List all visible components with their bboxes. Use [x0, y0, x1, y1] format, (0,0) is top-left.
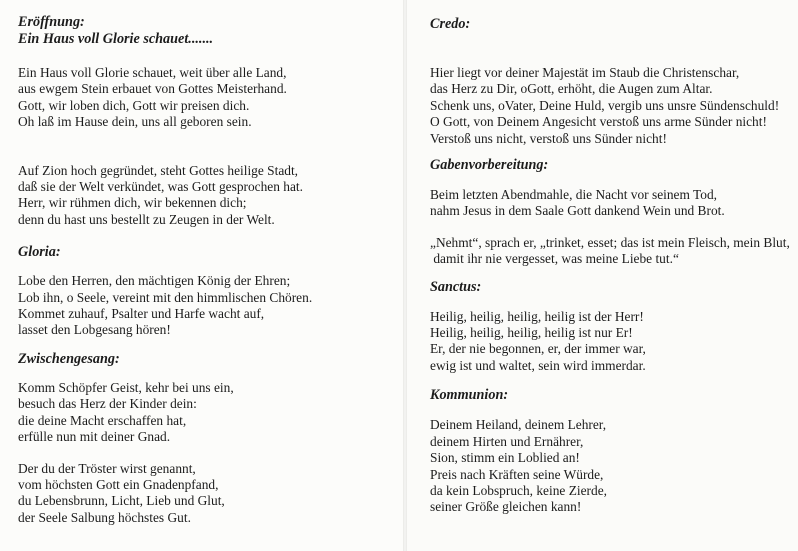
verse-line: Verstoß uns nicht, verstoß uns Sünder nicht! — [430, 130, 667, 146]
verse-line: daß sie der Welt verkündet, was Gott gesprochen hat. — [18, 179, 304, 195]
verse-line: Lobe den Herren, den mächtigen König der Ehren; — [18, 273, 291, 289]
eroeffnung-heading — [18, 14, 398, 48]
eroeffnung-stanza-2 — [18, 163, 398, 229]
verse-line: besuch das Herz der Kinder dein: — [18, 396, 197, 412]
page-fold — [403, 0, 407, 551]
verse-line: Herr, wir rühmen dich, wir bekennen dich; — [18, 195, 247, 211]
verse-line: Beim letzten Abendmahle, die Nacht vor seinem Tod, — [430, 187, 718, 203]
verse-line: Deinem Heiland, deinem Lehrer, — [430, 417, 607, 433]
verse-line: aus ewgem Stein erbauet von Gottes Meisterhand. — [18, 81, 287, 97]
verse-line: deinem Hirten und Ernährer, — [430, 433, 584, 449]
gabenvorbereitung-stanza-1 — [430, 187, 790, 220]
verse-line: Komm Schöpfer Geist, kehr bei uns ein, — [18, 379, 234, 395]
verse-line: da kein Lobspruch, keine Zierde, — [430, 482, 607, 498]
gloria-heading: Gloria: — [18, 244, 61, 261]
eroeffnung-stanza-1 — [18, 65, 398, 131]
zwischengesang-heading: Zwischengesang: — [18, 350, 120, 367]
kommunion-heading: Kommunion: — [430, 387, 509, 404]
verse-line: vom höchsten Gott ein Gnadenpfand, — [18, 476, 219, 492]
gabenvorbereitung-heading: Gabenvorbereitung: — [430, 157, 549, 174]
sanctus-heading: Sanctus: — [430, 278, 482, 295]
verse-line: ewig ist und waltet, sein wird immerdar. — [430, 357, 646, 373]
zwischengesang-stanza-1 — [18, 380, 398, 446]
verse-line: erfülle nun mit deiner Gnad. — [18, 429, 171, 445]
verse-line: Gott, wir loben dich, Gott wir preisen dich. — [18, 97, 250, 113]
verse-line: damit ihr nie vergesset, was meine Liebe tut.“ — [430, 251, 679, 267]
verse-line: Schenk uns, oVater, Deine Huld, vergib uns unsre Sündenschuld! — [430, 97, 780, 113]
verse-line: die deine Macht erschaffen hat, — [18, 412, 187, 428]
verse-line: der Seele Salbung höchstes Gut. — [18, 509, 191, 525]
verse-line: Kommet zuhauf, Psalter und Harfe wacht auf, — [18, 306, 265, 322]
sanctus-stanza — [430, 309, 790, 375]
credo-stanza — [430, 65, 790, 147]
verse-line: Er, der nie begonnen, er, der immer war, — [430, 341, 646, 357]
credo-heading: Credo: — [430, 16, 471, 32]
verse-line: Oh laß im Hause dein, uns all geboren sein. — [18, 114, 252, 130]
gloria-stanza — [18, 273, 398, 339]
verse-line: Heilig, heilig, heilig, heilig ist der Herr! — [430, 308, 644, 324]
verse-line: Heilig, heilig, heilig, heilig ist nur Er! — [430, 325, 633, 341]
verse-line: Hier liegt vor deiner Majestät im Staub die Christenschar, — [430, 65, 740, 80]
verse-line: Ein Haus voll Glorie schauet, weit über alle Land, — [18, 65, 287, 80]
verse-line: das Herz zu Dir, oGott, erhöht, die Augen zum Altar. — [430, 81, 713, 97]
verse-line: du Lebensbrunn, Licht, Lieb und Glut, — [18, 493, 225, 509]
verse-line: „Nehmt“, sprach er, „trinket, esset; das ist mein Fleisch, mein Blut, — [430, 234, 790, 250]
kommunion-stanza — [430, 417, 790, 515]
right-column — [430, 16, 790, 516]
verse-line: denn du hast uns bestellt zu Zeugen in der Welt. — [18, 211, 275, 227]
verse-line: seiner Größe gleichen kann! — [430, 499, 582, 515]
verse-line: Der du der Tröster wirst genannt, — [18, 460, 196, 476]
zwischengesang-stanza-2 — [18, 461, 398, 527]
verse-line: Sion, stimm ein Loblied an! — [430, 450, 580, 466]
verse-line: O Gott, von Deinem Angesicht verstoß uns arme Sünder nicht! — [430, 114, 767, 130]
gabenvorbereitung-stanza-2 — [430, 235, 790, 268]
verse-line: nahm Jesus in dem Saale Gott dankend Wein und Brot. — [430, 203, 725, 219]
verse-line: Lob ihn, o Seele, vereint mit den himmlischen Chören. — [18, 289, 313, 305]
eroeffnung-heading-line1: Eröffnung: — [18, 14, 85, 30]
verse-line: Auf Zion hoch gegründet, steht Gottes heilige Stadt, — [18, 162, 299, 178]
eroeffnung-heading-line2: Ein Haus voll Glorie schauet....... — [18, 31, 214, 47]
verse-line: Preis nach Kräften seine Würde, — [430, 466, 604, 482]
verse-line: lasset den Lobgesang hören! — [18, 322, 171, 338]
left-column — [18, 14, 398, 526]
